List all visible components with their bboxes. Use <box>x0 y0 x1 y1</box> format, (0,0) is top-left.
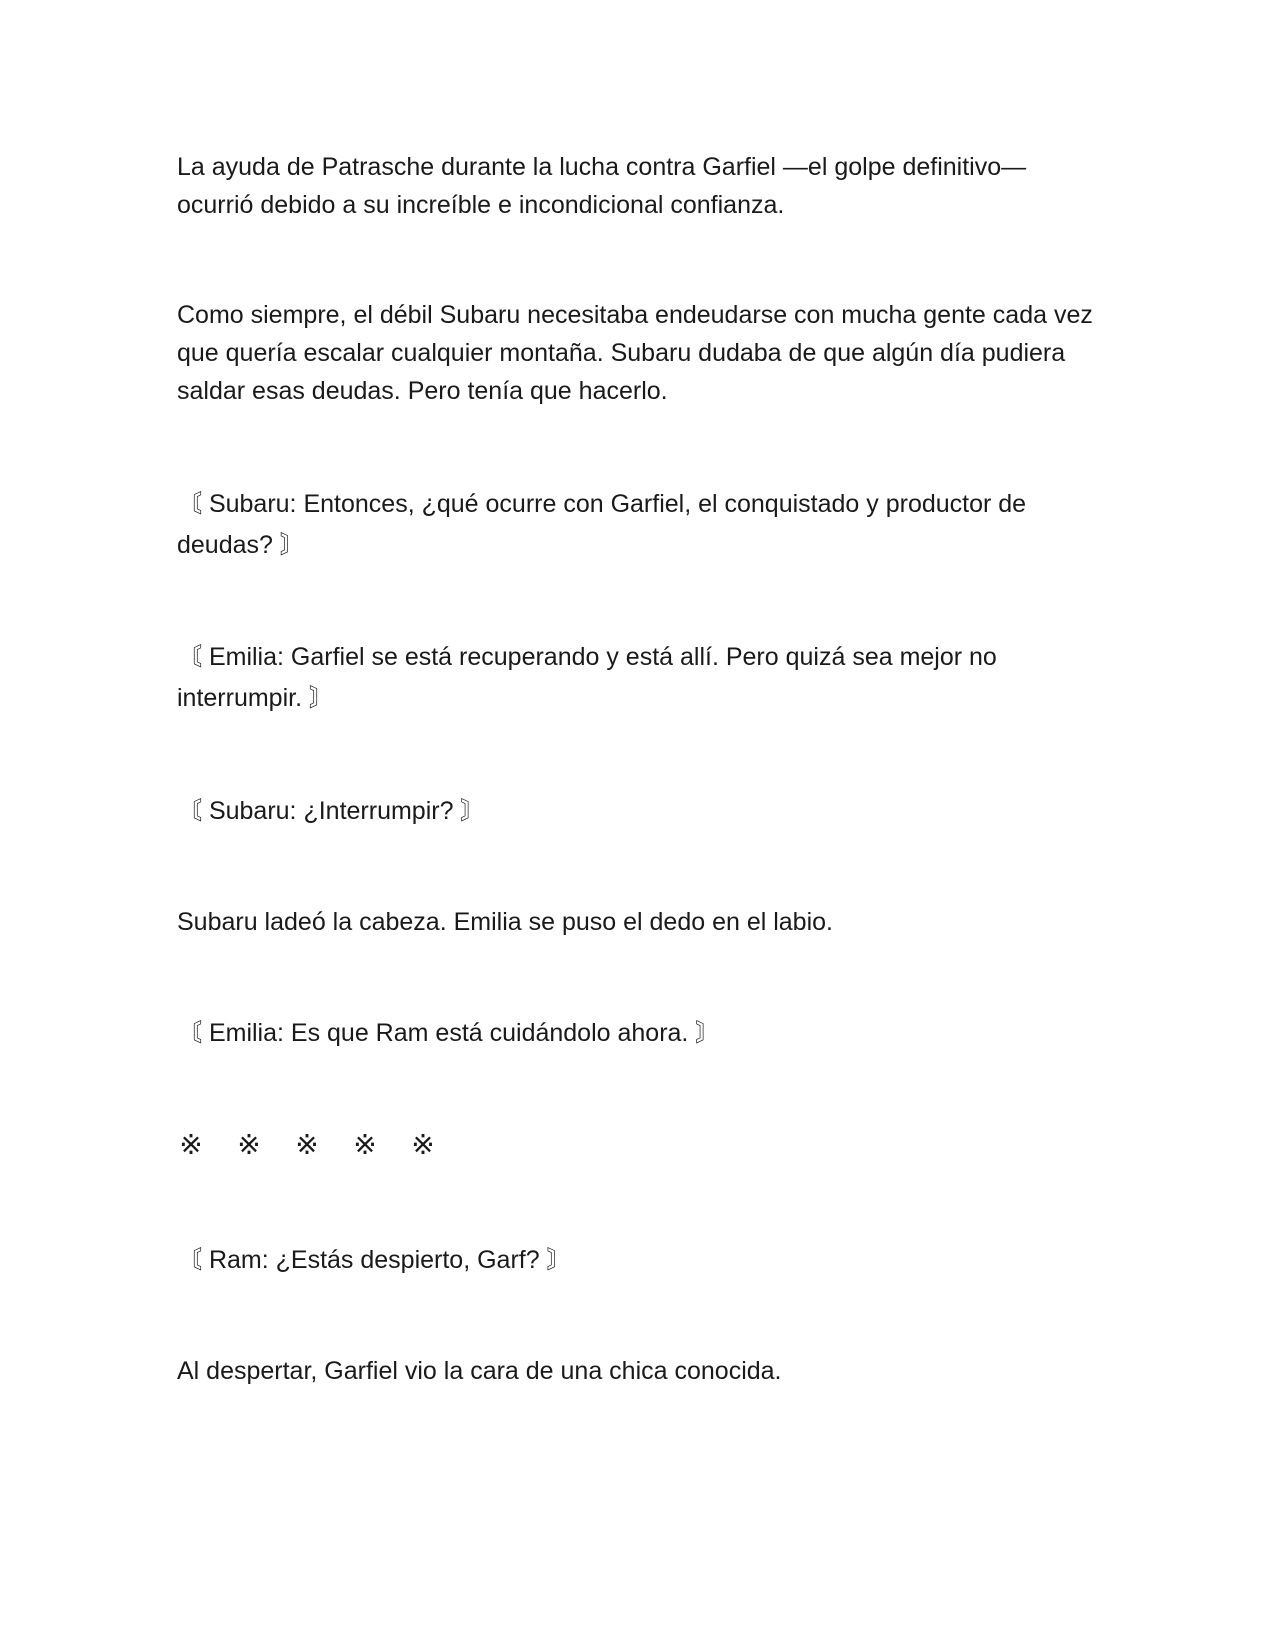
paragraph-garfiel-wakes: Al despertar, Garfiel vio la cara de una chica conocida. <box>177 1357 782 1385</box>
paragraph-subaru-debts: Como siempre, el débil Subaru necesitaba endeudarse con mucha gente cada vez que quería escalar cualquier montaña. Subaru dudaba de que algún día pudiera saldar esas deudas. Pero tenía que hacerlo. <box>177 301 1093 405</box>
separator-mark: ※ <box>411 1128 435 1161</box>
separator-mark: ※ <box>295 1128 319 1161</box>
separator-mark: ※ <box>237 1128 261 1161</box>
dialogue-ram-garf: 〘 Ram: ¿Estás despierto, Garf? 〙 <box>177 1246 572 1274</box>
paragraph-patrasche: La ayuda de Patrasche durante la lucha contra Garfiel —el golpe definitivo— ocurrió debido a su increíble e incondicional confianza. <box>177 153 1027 219</box>
dialogue-subaru-garfiel: 〘 Subaru: Entonces, ¿qué ocurre con Garfiel, el conquistado y productor de deudas? 〙 <box>177 490 1027 559</box>
dialogue-emilia-ram: 〘 Emilia: Es que Ram está cuidándolo ahora. 〙 <box>177 1019 721 1047</box>
scene-separator <box>177 1126 437 1164</box>
dialogue-emilia-recovering: 〘 Emilia: Garfiel se está recuperando y está allí. Pero quizá sea mejor no interrumpir. 〙 <box>177 643 997 712</box>
separator-mark: ※ <box>353 1128 377 1161</box>
dialogue-subaru-interrumpir: 〘 Subaru: ¿Interrumpir? 〙 <box>177 797 486 825</box>
paragraph-subaru-tilts-head: Subaru ladeó la cabeza. Emilia se puso el dedo en el labio. <box>177 908 833 936</box>
separator-mark: ※ <box>179 1128 203 1161</box>
